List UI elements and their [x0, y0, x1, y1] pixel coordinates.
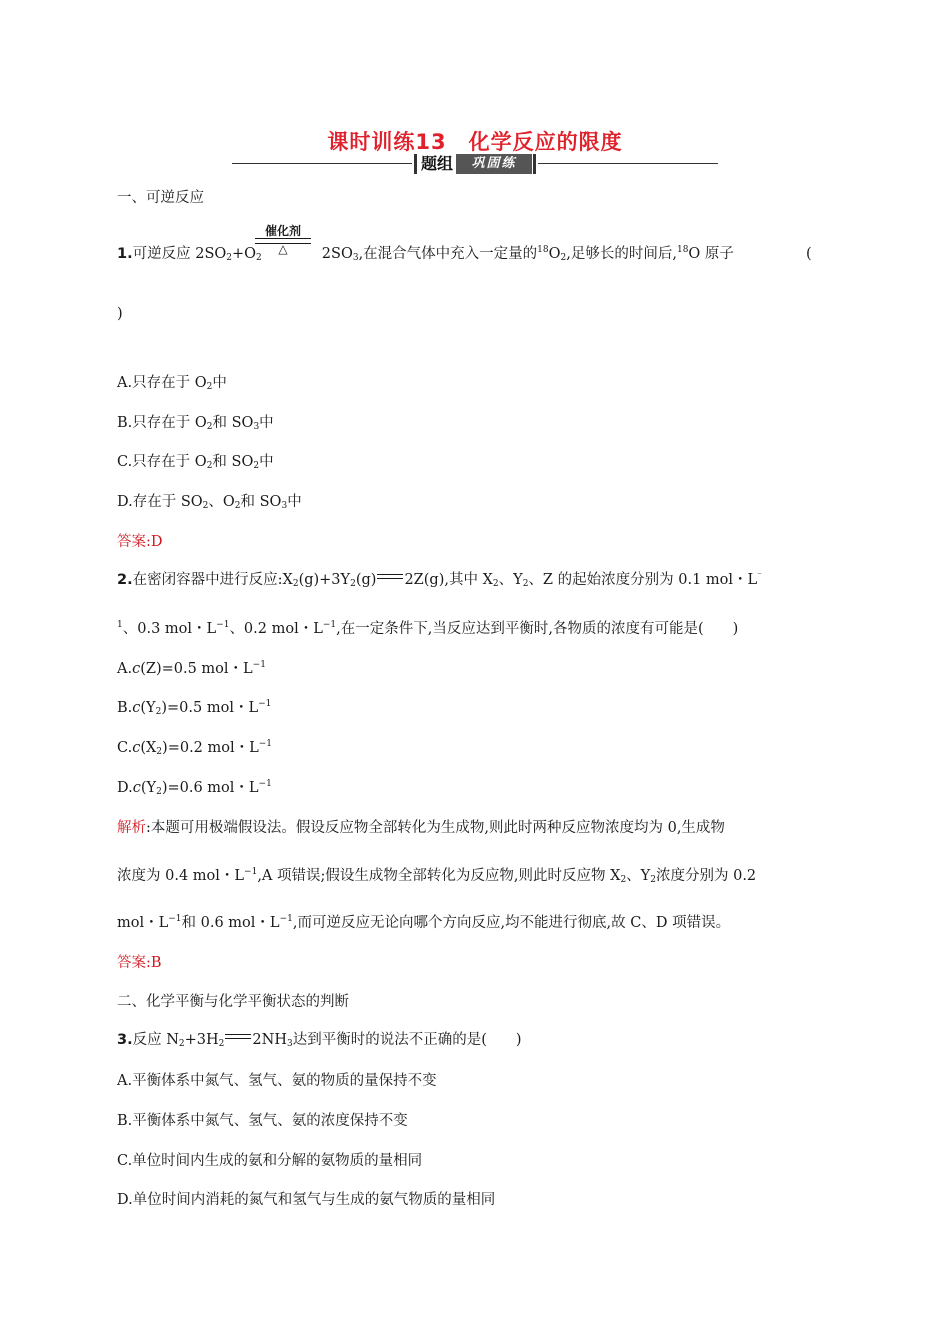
question-2-stem-line2: $^1$、0.3 mol・$L^{-1}$、0.2 mol・$L^{-1}$,在一定条件下,当反应达到平衡时,各物质的浓度有可能是( )	[117, 620, 739, 637]
option-a: A.c(Z)=0.5 mol・$L^{-1}$	[117, 660, 266, 677]
heat-symbol: △	[278, 242, 288, 256]
section-heading-2: 二、化学平衡与化学平衡状态的判断	[117, 994, 349, 1010]
question-1-stem: 1.可逆反应 $2SO_2+O_2$ $2SO_3$,在混合气体中充入一定量的$^{18}O_2$,足够长的时间后,$^{18}$O 原子	[117, 245, 734, 263]
option-d: $D.c(Y_2)=0.6$ mol・$L^{-1}$	[117, 779, 272, 797]
question-number: 1.	[117, 246, 133, 262]
question-2-stem-line1: 2.在密闭容器中进行反应$:X_2(g)+3Y_2(g)$ 2Z(g),其中 $X_2$、$Y_2$、Z 的起始浓度分别为 0.1 mol・L⁻	[117, 571, 762, 589]
answer-line: 答案:D	[117, 534, 163, 550]
option-b: $B.c(Y_2)=0.5$ mol・$L^{-1}$	[117, 699, 272, 717]
banner-rule-left	[232, 163, 412, 164]
question-3-stem: 3.反应 $N_2+3H_2$ $2NH_3$达到平衡时的说法不正确的是( )	[117, 1032, 522, 1049]
answer-paren-close: )	[117, 306, 123, 322]
option-a: A.只存在于 $O_2$中	[117, 375, 227, 392]
equilibrium-arrow	[225, 1033, 251, 1041]
answer-paren-open: (	[806, 246, 812, 262]
catalyst-arrow	[255, 222, 311, 256]
banner-badge	[413, 154, 537, 174]
section-heading-1: 一、可逆反应	[117, 190, 204, 206]
option-b: B.只存在于 $O_2$和 $SO_3$中	[117, 415, 274, 432]
analysis-line1: 解析:本题可用极端假设法。假设反应物全部转化为生成物,则此时两种反应物浓度均为 0,生成物	[117, 820, 725, 836]
answer-line: 答案:B	[117, 955, 162, 971]
option-a: A.平衡体系中氮气、氢气、氨的物质的量保持不变	[117, 1073, 437, 1089]
analysis-line3: mol・$L^{-1}$和 0.6 mol・$L^{-1}$,而可逆反应无论向哪个方向反应,均不能进行彻底,故 C、D 项错误。	[117, 914, 731, 931]
option-d: D.存在于 $SO_2$、$O_2$和 $SO_3$中	[117, 494, 302, 511]
catalyst-label: 催化剂	[264, 224, 301, 238]
section-banner	[232, 154, 718, 174]
badge-sub-label: 巩固练	[456, 154, 532, 174]
analysis-line2: 浓度为 0.4 mol・$L^{-1},A$ 项错误;假设生成物全部转化为反应物,则此时反应物 $X_2$、$Y_2$浓度分别为 0.2	[117, 867, 757, 885]
option-c: $C.c(X_2)=0.2$ mol・$L^{-1}$	[117, 739, 273, 757]
equilibrium-arrow	[377, 573, 403, 581]
badge-bar	[414, 154, 417, 174]
option-b: B.平衡体系中氮气、氢气、氨的浓度保持不变	[117, 1113, 408, 1129]
badge-bar	[533, 154, 536, 174]
option-d: D.单位时间内消耗的氮气和氢气与生成的氨气物质的量相同	[117, 1192, 496, 1208]
badge-main-label: 题组	[421, 154, 454, 173]
page-title: 课时训练13 化学反应的限度	[327, 130, 623, 154]
banner-rule-right	[538, 163, 718, 164]
option-c: C.单位时间内生成的氨和分解的氨物质的量相同	[117, 1153, 423, 1169]
option-c: C.只存在于 $O_2$和 $SO_2$中	[117, 454, 274, 471]
